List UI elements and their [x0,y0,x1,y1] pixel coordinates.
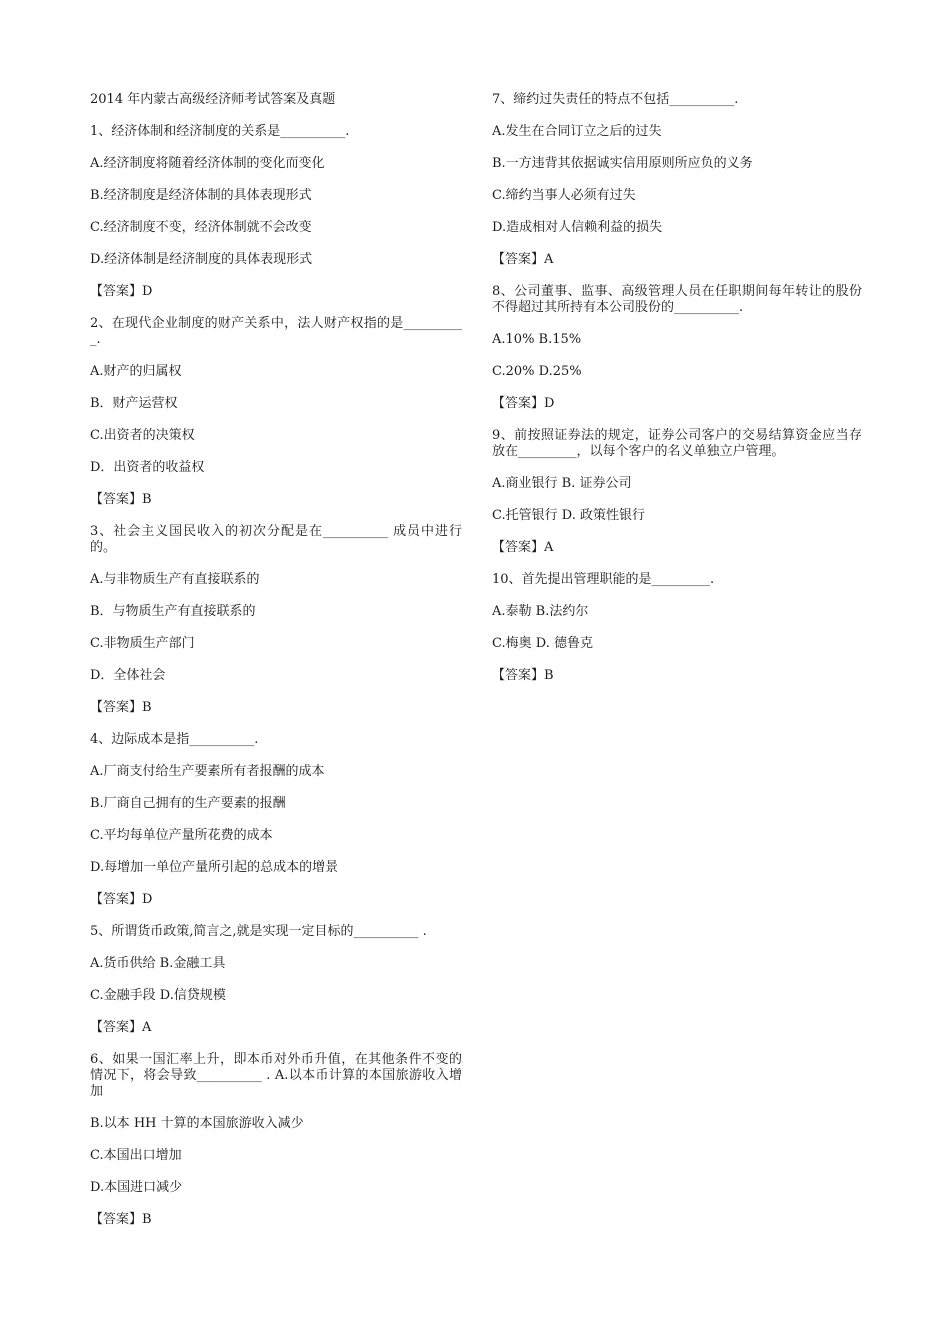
question-text: 1、经济体制和经济制度的关系是__________. [90,124,350,139]
option-text: C.平均每单位产量所花费的成本 [90,828,273,843]
option-text: C.经济制度不变，经济体制就不会改变 [90,220,312,235]
option-text: C.出资者的决策权 [90,428,195,443]
option-text: D．全体社会 [90,668,166,683]
question-text: 9、前按照证券法的规定，证券公司客户的交易结算资金应当存放在_________，以每个客户的名义单独立户管理。 [492,428,862,459]
option-text: C.托管银行 D. 政策性银行 [492,508,645,523]
question-text: 7、缔约过失责任的特点不包括__________. [492,92,739,107]
option-text: A.泰勒 B.法约尔 [492,604,589,619]
option-text: A.10% B.15% [492,332,582,347]
right-column [492,92,862,700]
option-text: A.发生在合同订立之后的过失 [492,124,662,139]
option-text: B.厂商自己拥有的生产要素的报酬 [90,796,286,811]
option-text: C.缔约当事人必须有过失 [492,188,636,203]
document-title: 2014 年内蒙古高级经济师考试答案及真题 [90,92,336,107]
question-text: 3、社会主义国民收入的初次分配是在__________ 成员中进行的。 [90,524,462,555]
option-text: B．与物质生产有直接联系的 [90,604,256,619]
question-text: 5、所谓货币政策,简言之,就是实现一定目标的__________ . [90,924,427,939]
option-text: B.一方违背其依据诚实信用原则所应负的义务 [492,156,753,171]
question-text: 2、在现代企业制度的财产关系中，法人财产权指的是__________. [90,316,462,347]
option-text: C.梅奥 D. 德鲁克 [492,636,593,651]
option-text: C.本国出口增加 [90,1148,182,1163]
question-text: 4、边际成本是指__________. [90,732,259,747]
option-text: A.货币供给 B.金融工具 [90,956,226,971]
option-text: A.经济制度将随着经济体制的变化而变化 [90,156,325,171]
answer-line: 【答案】A [492,540,554,555]
answer-line: 【答案】D [90,284,153,299]
option-text: D.经济体制是经济制度的具体表现形式 [90,252,313,267]
answer-line: 【答案】B [90,700,152,715]
option-text: B．财产运营权 [90,396,178,411]
option-text: A.厂商支付给生产要素所有者报酬的成本 [90,764,325,779]
answer-line: 【答案】B [492,668,554,683]
answer-line: 【答案】B [90,492,152,507]
question-text: 6、如果一国汇率上升，即本币对外币升值，在其他条件不变的情况下，将会导致__________ . A.以本币计算的本国旅游收入增加 [90,1052,462,1099]
option-text: D.造成相对人信赖利益的损失 [492,220,663,235]
option-text: C.20% D.25% [492,364,582,379]
question-text: 10、首先提出管理职能的是_________. [492,572,715,587]
option-text: C.非物质生产部门 [90,636,195,651]
option-text: D．出资者的收益权 [90,460,205,475]
answer-line: 【答案】A [492,252,554,267]
question-text: 8、公司董事、监事、高级管理人员在任职期间每年转让的股份不得超过其所持有本公司股份的__________. [492,284,862,315]
option-text: D.本国进口减少 [90,1180,183,1195]
option-text: A.与非物质生产有直接联系的 [90,572,260,587]
option-text: B.经济制度是经济体制的具体表现形式 [90,188,312,203]
option-text: A.商业银行 B. 证券公司 [492,476,632,491]
option-text: D.每增加一单位产量所引起的总成本的增景 [90,860,339,875]
option-text: C.金融手段 D.信贷规模 [90,988,226,1003]
answer-line: 【答案】B [90,1212,152,1227]
left-column [90,92,462,1244]
answer-line: 【答案】A [90,1020,152,1035]
option-text: A.财产的归属权 [90,364,182,379]
answer-line: 【答案】D [90,892,153,907]
option-text: B.以本 HH 十算的本国旅游收入减少 [90,1116,304,1131]
answer-line: 【答案】D [492,396,555,411]
